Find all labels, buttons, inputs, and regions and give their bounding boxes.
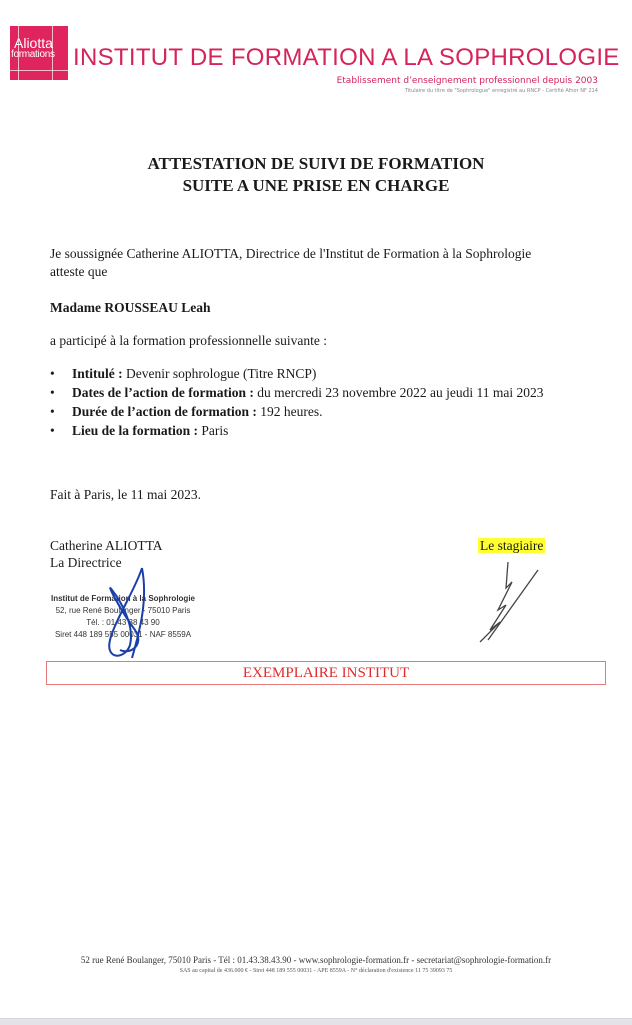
stamp-line3: Tél. : 01 43 38 43 90	[86, 618, 160, 627]
list-item-duration	[50, 402, 544, 421]
stamp-line2: 52, rue René Boulanger - 75010 Paris	[55, 606, 191, 615]
institute-certification: Titulaire du titre de "Sophrologue" enregistré au RNCP - Certifié Afnor NF 214	[404, 88, 598, 94]
footer-address: 52 rue René Boulanger, 75010 Paris - Tél : 01.43.38.43.90 - www.sophrologie-formation.fr - secretariat@sophrologie-formation.fr	[80, 955, 552, 965]
intro-line1: Je soussignée Catherine ALIOTTA, Directrice de l'Institut de Formation à la Sophrologie	[50, 246, 532, 261]
participation-text: a participé à la formation professionnelle suivante :	[50, 333, 328, 348]
aliotta-logo	[10, 26, 68, 80]
stamp-line1: Institut de Formation à la Sophrologie	[50, 594, 195, 603]
director-signature	[90, 560, 170, 665]
institute-name: INSTITUT DE FORMATION A LA SOPHROLOGIE	[73, 44, 620, 71]
trainee-name: Madame ROUSSEAU Leah	[50, 300, 211, 315]
trainee-signature	[468, 560, 548, 650]
item-value: Devenir sophrologue (Titre RNCP)	[122, 366, 317, 381]
director-name: Catherine ALIOTTA	[50, 538, 163, 553]
document-title-line1: ATTESTATION DE SUIVI DE FORMATION	[147, 154, 485, 173]
list-item-location	[50, 421, 544, 440]
director-role: La Directrice	[50, 555, 122, 570]
list-item-dates	[50, 383, 544, 402]
stamp-line4: Siret 448 189 555 00031 - NAF 8559A	[54, 630, 192, 639]
institute-tagline: Etablissement d’enseignement professionnel depuis 2003	[336, 76, 598, 86]
item-label: Intitulé :	[72, 366, 123, 381]
item-label: Durée de l’action de formation :	[72, 404, 257, 419]
copy-label-box: EXEMPLAIRE INSTITUT	[46, 661, 606, 685]
document-title-line2: SUITE A UNE PRISE EN CHARGE	[182, 176, 450, 195]
footer-legal: SAS au capital de 436.000 € - Siret 448 189 555 00031 - APE 8559A - N° déclaration d'existence 11 75 39093 75	[179, 968, 453, 974]
item-value: Paris	[198, 423, 229, 438]
item-label: Lieu de la formation :	[72, 423, 198, 438]
intro-line2: atteste que	[50, 264, 108, 279]
document-title	[0, 153, 632, 197]
logo-text-formations: formations	[11, 49, 55, 60]
item-label: Dates de l’action de formation :	[72, 385, 254, 400]
training-details-list	[50, 364, 544, 440]
highlighted-label: Le stagiaire	[480, 538, 544, 553]
made-at-date: Fait à Paris, le 11 mai 2023.	[50, 487, 201, 502]
item-value: du mercredi 23 novembre 2022 au jeudi 11 mai 2023	[253, 385, 544, 400]
item-value: 192 heures.	[256, 404, 323, 419]
logo-text-aliotta: Aliotta	[14, 35, 53, 51]
list-item-title	[50, 364, 544, 383]
trainee-signature-label	[478, 537, 545, 555]
